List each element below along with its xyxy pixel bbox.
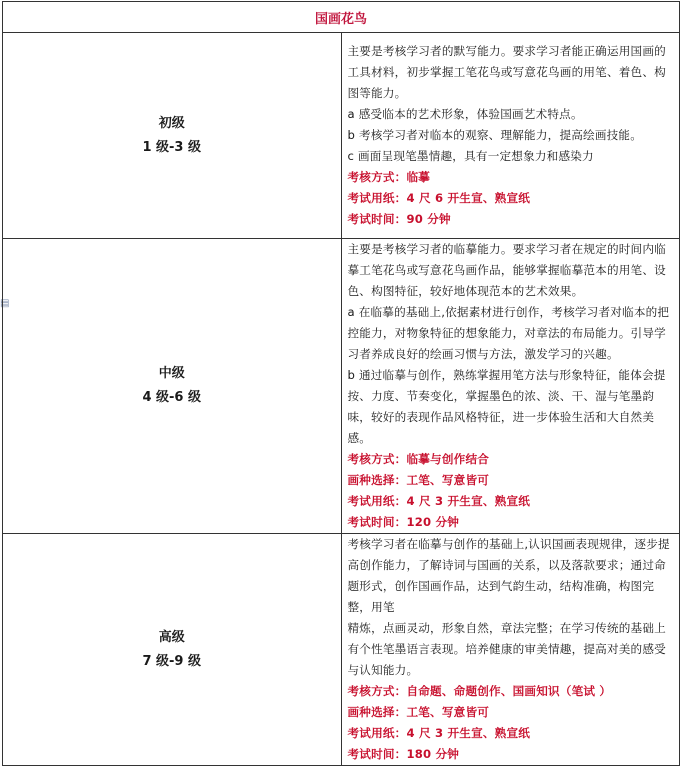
level-cell: [3, 33, 342, 239]
level-range: 1 级-3 级: [142, 139, 202, 155]
exam-paper: 考试用纸：4 尺 6 开生宣、熟宣纸: [347, 191, 531, 205]
exam-time: 考试时间：90 分钟: [347, 212, 451, 226]
level-name: 中级: [158, 366, 185, 381]
level-range: 7 级-9 级: [142, 653, 202, 669]
painting-type: 画种选择：工笔、写意皆可: [347, 473, 490, 487]
level-name: 高级: [158, 629, 185, 645]
description-paragraph: a 感受临本的艺术形象，体验国画艺术特点。: [347, 107, 583, 121]
content-cell: [341, 239, 680, 534]
exam-method: 考核方式：自命题、命题创作、国画知识（笔试 ）: [347, 684, 612, 698]
exam-method: 考核方式：临摹与创作结合: [347, 452, 490, 466]
content-cell: [341, 33, 680, 239]
description-paragraph: 主要是考核学习者的临摹能力。要求学习者在规定的时间内临摹工笔花鸟或写意花鸟画作品，能够掌握临摹范本的用笔、设色、构图特征，较好地体现范本的艺术效果。: [347, 242, 666, 298]
exam-method: 考核方式：临摹: [347, 170, 431, 184]
level-name: 初级: [158, 115, 185, 131]
level-cell: [3, 239, 342, 534]
table-row-level-2: [3, 239, 680, 534]
level-cell: [3, 534, 342, 766]
description-paragraph: a 在临摹的基础上,依据素材进行创作，考核学习者对临本的把控能力，对物象特征的想象能力，对章法的布局能力。引导学习者养成良好的绘画习惯与方法，激发学习的兴趣。: [347, 305, 670, 361]
table-title: 国画花鸟: [3, 2, 680, 33]
description-paragraph: b 考核学习者对临本的观察、理解能力，提高绘画技能。: [347, 128, 642, 142]
exam-paper: 考试用纸：4 尺 3 开生宣、熟宣纸: [347, 494, 531, 508]
description-paragraph: 主要是考核学习者的默写能力。要求学习者能正确运用国画的工具材料，初步掌握工笔花鸟或写意花鸟画的用笔、着色、构图等能力。: [347, 44, 666, 100]
description-paragraph: 考核学习者在临摹与创作的基础上,认识国画表现规律，逐步提高创作能力，了解诗词与国画的关系，以及落款要求；通过命题形式，创作国画作品，达到气韵生动，结构准确，构图完整，用笔: [347, 537, 670, 614]
table-row-level-1: [3, 33, 680, 239]
description-paragraph: c 画面呈现笔墨情趣，具有一定想象力和感染力: [347, 149, 594, 163]
grade-table: [2, 1, 680, 766]
exam-time: 考试时间：180 分钟: [347, 747, 460, 761]
document-icon: ▤: [0, 298, 10, 309]
painting-type: 画种选择：工笔、写意皆可: [347, 705, 490, 719]
level-range: 4 级-6 级: [142, 390, 202, 405]
content-cell: [341, 534, 680, 766]
exam-paper: 考试用纸：4 尺 3 开生宣、熟宣纸: [347, 726, 531, 740]
exam-time: 考试时间：120 分钟: [347, 515, 460, 529]
description-paragraph: b 通过临摹与创作，熟练掌握用笔方法与形象特征，能体会提按、力度、节奏变化，掌握墨色的浓、淡、干、湿与笔墨韵味，较好的表现作品风格特征，进一步体验生活和大自然美感。: [347, 368, 666, 445]
table-row-level-3: [3, 534, 680, 766]
description-paragraph: 精炼，点画灵动，形象自然，章法完整；在学习传统的基础上有个性笔墨语言表现。培养健康的审美情趣，提高对美的感受与认知能力。: [347, 621, 666, 677]
